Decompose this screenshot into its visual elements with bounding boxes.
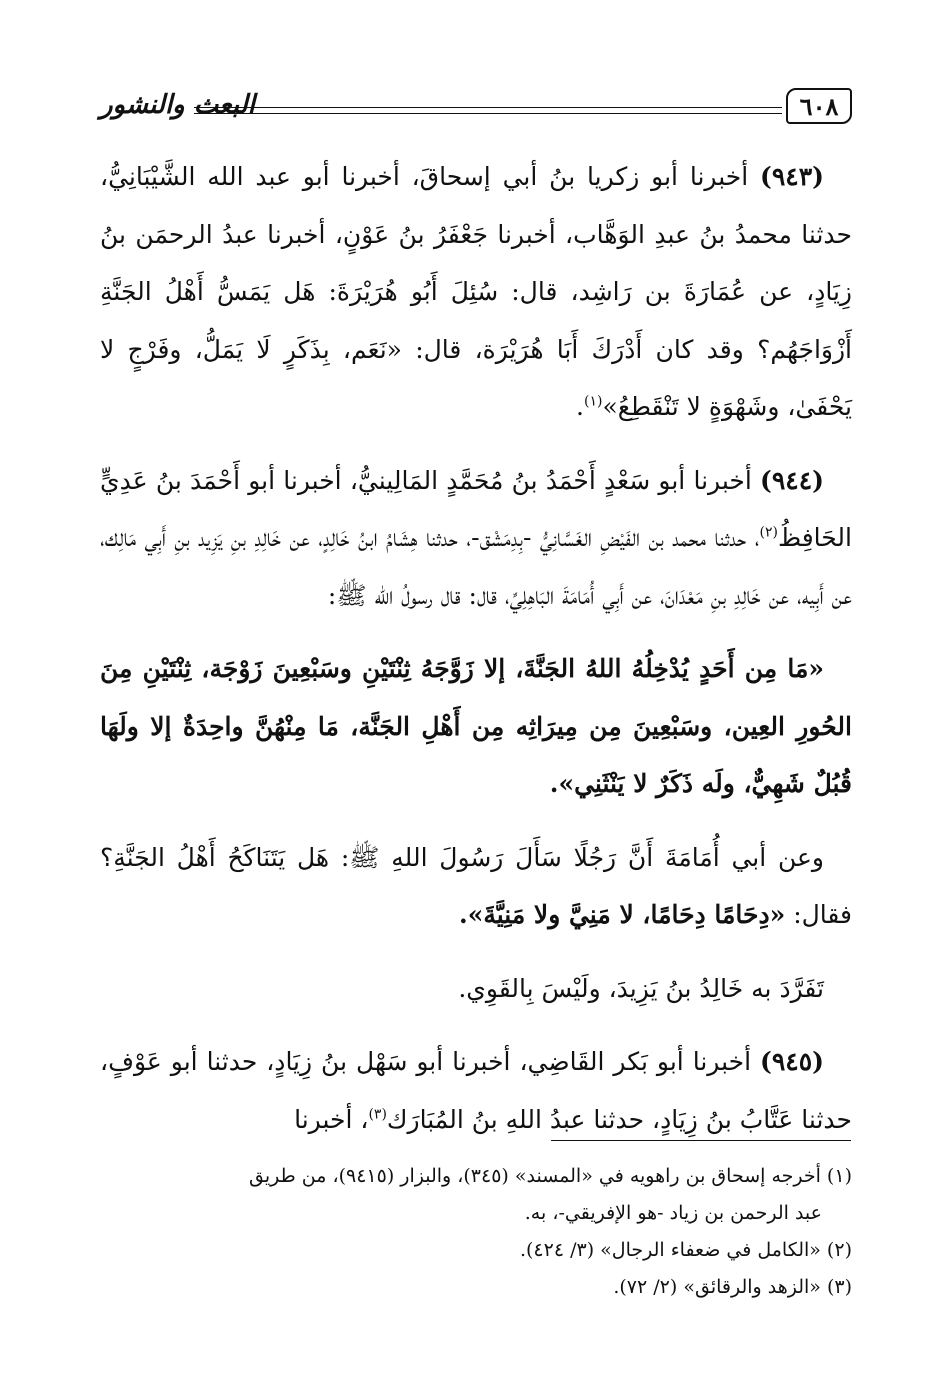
main-text bbox=[100, 148, 852, 1148]
footnotes bbox=[100, 1158, 852, 1306]
footnote-ref[interactable]: (١) bbox=[583, 393, 603, 410]
footnote-1: (١) أخرجه إسحاق بن راهويه في «المسند» (٣٤٥)، والبزار (٩٤١٥)، من طريق bbox=[249, 1165, 852, 1187]
paragraph-944 bbox=[100, 452, 852, 625]
paragraph-text: ، أخبرنا bbox=[294, 1104, 369, 1134]
tafarrad-paragraph: تَفَرَّدَ به خَالِدُ بنُ يَزِيدَ، ولَيْسَ بِالقَوِي. bbox=[458, 973, 824, 1003]
page-header bbox=[100, 88, 852, 128]
paragraph-943 bbox=[100, 148, 852, 436]
hadith-number: (٩٤٥) bbox=[760, 1047, 824, 1076]
footnote-1-continued: عبد الرحمن بن زياد -هو الإفريقي-، به. bbox=[524, 1202, 822, 1224]
running-title: البعث والنشور bbox=[100, 90, 255, 120]
paragraph-945 bbox=[100, 1033, 852, 1148]
paragraph-text: أخبرنا أبو زكريا بنُ أبي إسحاقَ، أخبرنا أبو عبد الله الشَّيْبَانِيُّ، حدثنا محمدُ بنُ عبدِ الوَهَّاب، أخبرنا جَعْفَرُ بنُ عَوْنٍ، أخبرنا عبدُ الرحمَن بنُ زِيَادٍ، عن عُمَارَةَ بن رَاشِد، قال: سُئِلَ أَبُو هُرَيْرَةَ: هَل يَمَسُّ أَهْلُ الجَنَّةِ أَزْوَاجَهُم؟ وقد كان أَدْرَكَ أَبَا هُرَيْرَة، قال: «نَعَم، بِذَكَرٍ لَا يَمَلُّ، وفَرْجٍ لا يَحْفَىٰ، وشَهْوَةٍ لا تَنْقَطِعُ» bbox=[100, 162, 852, 421]
abu-umama-paragraph bbox=[100, 829, 852, 944]
footnote-3: (٣) «الزهد والرقائق» (٢/ ٧٢). bbox=[613, 1276, 852, 1298]
hadith-number: (٩٤٤) bbox=[760, 465, 824, 495]
footnote-ref[interactable]: (٣) bbox=[368, 1106, 387, 1123]
paragraph-text: أخبرنا أبو بَكر القَاضِي، أخبرنا أبو سَهْل بنُ زِيَادٍ، حدثنا أبو عَوْفٍ، حدثنا عَتَّابُ بنُ زِيَادٍ، حدثنا عبدُ اللهِ بنُ المُبَارَك bbox=[100, 1047, 852, 1134]
header-rule bbox=[194, 107, 782, 114]
prophetic-hadith: «مَا مِن أَحَدٍ يُدْخِلُهُ اللهُ الجَنَّةَ، إلا زَوَّجَهُ ثِنْتَيْنِ وسَبْعِينَ زَوْجَة، ثِنْتَيْنِ مِنَ الحُورِ العِين، وسَبْعِينَ مِن مِيرَاثِه مِن أَهْلِ الجَنَّة، مَا مِنْهُنَّ واحِدَةٌ إلا ولَهَا قُبُلٌ شَهِيٌّ، ولَه ذَكَرٌ لا يَنْثَنِي». bbox=[100, 654, 852, 798]
footnote-ref[interactable]: (٢) bbox=[759, 524, 778, 541]
page-number: ٦٠٨ bbox=[786, 88, 852, 124]
faqal-label: فقال: bbox=[793, 900, 852, 929]
paragraph-text: أخبرنا أبو سَعْدٍ أَحْمَدُ بنُ مُحَمَّدٍ المَالِينيُّ، أخبرنا أبو أَحْمَدَ بنُ عَدِيٍّ الحَافِظُ bbox=[100, 465, 852, 552]
paragraph-end: . bbox=[576, 392, 584, 421]
faqal-quote: «دِحَامًا دِحَامًا، لا مَنِيَّ ولا مَنِيَّةَ». bbox=[459, 900, 786, 929]
paragraph-text: وعن أبي أُمَامَةَ أَنَّ رَجُلًا سَأَلَ رَسُولَ اللهِ ﷺ: هَل يَتَنَاكَحُ أَهْلُ الجَنَّةِ؟ bbox=[100, 842, 824, 872]
hadith-number: (٩٤٣) bbox=[760, 162, 825, 191]
footnote-separator bbox=[551, 1140, 851, 1141]
footnote-2: (٢) «الكامل في ضعفاء الرجال» (٣/ ٤٢٤). bbox=[519, 1239, 852, 1261]
paragraph-text: ، حدثنا محمد بن الفَيْضِ الغَسَّانِيُّ -بِدِمَشْق-، حدثنا هِشَامُ ابنُ خَالِدٍ، عن خَالِدِ بنِ يَزِيد بنِ أَبِي مَالِك، عن أَبِيه، عن خَالِدِ بنِ مَعْدَانَ، عن أَبِي أُمَامَةَ البَاهِلِيِّ، قال: قال رسولُ الله ﷺ: bbox=[100, 523, 852, 610]
